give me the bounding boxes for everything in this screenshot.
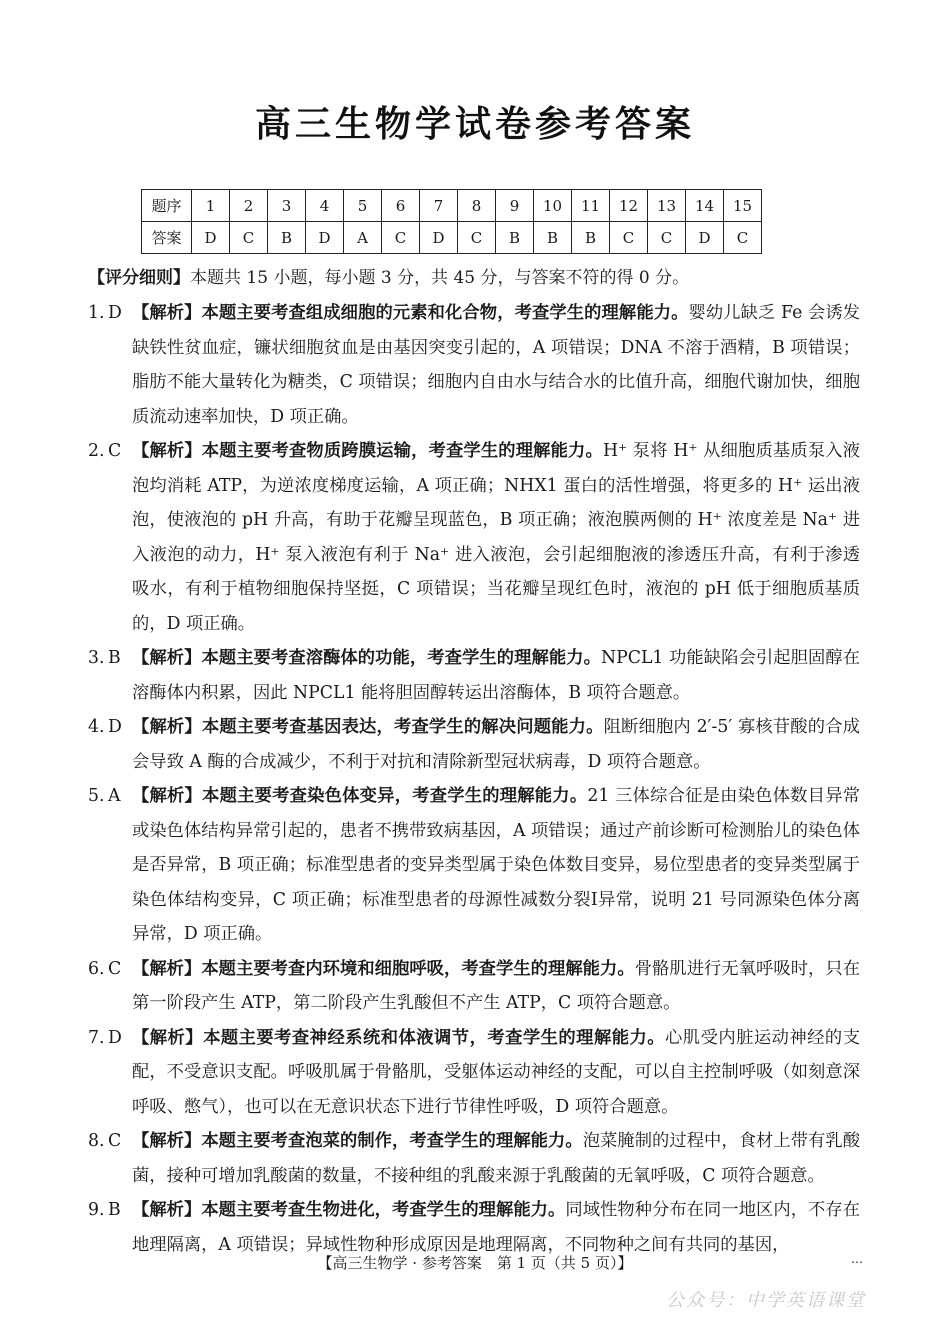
answer-cell: B bbox=[534, 222, 572, 254]
answer-table bbox=[141, 189, 762, 254]
item-analysis-text: 阻断细胞内 2′-5′ 寡核苷酸的合成会导致 A 酶的合成减少，不利于对抗和清除新型冠状病毒，D 项符合题意。 bbox=[132, 717, 860, 772]
answer-cell: C bbox=[724, 222, 762, 254]
question-number-cell: 4 bbox=[306, 190, 344, 222]
item-analysis-text: 骨骼肌进行无氧呼吸时，只在第一阶段产生 ATP，第二阶段产生乳酸但不产生 ATP，C 项符合题意。 bbox=[132, 958, 860, 1013]
scoring-rule-text: 本题共 15 小题，每小题 3 分，共 45 分，与答案不符的得 0 分。 bbox=[190, 268, 690, 288]
question-number-cell: 6 bbox=[382, 190, 420, 222]
answer-cell: D bbox=[686, 222, 724, 254]
answer-cell: B bbox=[268, 222, 306, 254]
answer-cell: C bbox=[648, 222, 686, 254]
question-number-cell: 3 bbox=[268, 190, 306, 222]
question-number-cell: 9 bbox=[496, 190, 534, 222]
item-answer: C bbox=[108, 441, 122, 461]
answer-cell: C bbox=[382, 222, 420, 254]
question-number-cell: 7 bbox=[420, 190, 458, 222]
explanation-item bbox=[88, 296, 860, 434]
answer-cell: D bbox=[192, 222, 230, 254]
question-number-cell: 11 bbox=[572, 190, 610, 222]
answer-cell: A bbox=[344, 222, 382, 254]
watermark: 公众号：中学英语课堂 bbox=[666, 1290, 866, 1311]
item-number: 2. bbox=[88, 441, 105, 461]
item-content bbox=[132, 952, 860, 1021]
explanation-item bbox=[88, 779, 860, 952]
item-analysis-text: 婴幼儿缺乏 Fe 会诱发缺铁性贫血症，镰状细胞贫血是由基因突变引起的，A 项错误；DNA 不溶于酒精，B 项错误；脂肪不能大量转化为糖类，C 项错误；细胞内自由水与结合水的比值升高，细胞代谢加快，细胞质流动速率加快，D 项正确。 bbox=[132, 303, 860, 427]
item-analysis-text: H⁺ 泵将 H⁺ 从细胞质基质泵入液泡均消耗 ATP，为逆浓度梯度运输，A 项正确；NHX1 蛋白的活性增强，将更多的 H⁺ 运出液泡，使液泡的 pH 升高，有助于花瓣呈现蓝色，B 项正确；液泡膜两侧的 H⁺ 浓度差是 Na⁺ 进入液泡的动力，H⁺ 泵入液泡有利于 Na⁺ 进入液泡，会引起细胞液的渗透压升高，有利于渗透吸水，有利于植物细胞保持坚挺，C 项错误；当花瓣呈现红色时，液泡的 pH 低于细胞质基质的，D 项正确。 bbox=[132, 441, 860, 634]
explanation-item bbox=[88, 1124, 860, 1193]
question-number-cell: 13 bbox=[648, 190, 686, 222]
explanation-item bbox=[88, 1021, 860, 1125]
item-content bbox=[132, 1021, 860, 1125]
answer-cell: C bbox=[610, 222, 648, 254]
item-analysis-text: 泡菜腌制的过程中，食材上带有乳酸菌，接种可增加乳酸菌的数量，不接种组的乳酸来源于乳酸菌的无氧呼吸，C 项符合题意。 bbox=[132, 1131, 860, 1186]
scoring-rule-label: 【评分细则】 bbox=[88, 268, 190, 288]
item-analysis-heading: 【解析】本题主要考查物质跨膜运输，考查学生的理解能力。 bbox=[132, 441, 603, 461]
table-row-numbers bbox=[142, 190, 762, 222]
item-analysis-text: 21 三体综合征是由染色体数目异常或染色体结构异常引起的，患者不携带致病基因，A 项错误；通过产前诊断可检测胎儿的染色体是否异常，B 项正确；标准型患者的变异类型属于染色体数目变异，易位型患者的变异类型属于染色体结构变异，C 项正确；标准型患者的母源性减数分裂Ⅰ异常，说明 21 号同源染色体分离异常，D 项正确。 bbox=[132, 786, 860, 944]
item-number: 4. bbox=[88, 717, 105, 737]
row-label-answer: 答案 bbox=[142, 222, 192, 254]
item-content bbox=[132, 434, 860, 641]
item-analysis-heading: 【解析】本题主要考查基因表达，考查学生的解决问题能力。 bbox=[132, 717, 604, 737]
answer-cell: D bbox=[306, 222, 344, 254]
page-footer: 【高三生物学 · 参考答案 第 1 页（共 5 页）】 bbox=[317, 1254, 633, 1272]
item-analysis-heading: 【解析】本题主要考查内环境和细胞呼吸，考查学生的理解能力。 bbox=[132, 958, 635, 979]
item-answer: D bbox=[108, 717, 122, 737]
item-analysis-heading: 【解析】本题主要考查组成细胞的元素和化合物，考查学生的理解能力。 bbox=[132, 303, 689, 323]
question-number-cell: 14 bbox=[686, 190, 724, 222]
item-answer: A bbox=[108, 786, 121, 806]
corner-mark: … bbox=[851, 1252, 863, 1266]
answer-cell: C bbox=[458, 222, 496, 254]
question-number-cell: 8 bbox=[458, 190, 496, 222]
item-content bbox=[132, 710, 860, 779]
item-answer: D bbox=[108, 1027, 122, 1048]
scoring-rule bbox=[88, 266, 689, 290]
item-answer: B bbox=[108, 648, 121, 668]
item-content bbox=[132, 296, 860, 434]
item-number: 6. bbox=[88, 958, 105, 979]
item-number: 1. bbox=[88, 303, 105, 323]
question-number-cell: 1 bbox=[192, 190, 230, 222]
row-label-number: 题序 bbox=[142, 190, 192, 222]
explanation-item bbox=[88, 952, 860, 1021]
explanation-item bbox=[88, 434, 860, 641]
item-answer: B bbox=[108, 1200, 121, 1220]
item-analysis-text: 心肌受内脏运动神经的支配，不受意识支配。呼吸肌属于骨骼肌，受躯体运动神经的支配，可以自主控制呼吸（如刻意深呼吸、憋气），也可以在无意识状态下进行节律性呼吸，D 项符合题意。 bbox=[132, 1027, 860, 1117]
item-number: 5. bbox=[88, 786, 105, 806]
question-number-cell: 2 bbox=[230, 190, 268, 222]
answer-cell: C bbox=[230, 222, 268, 254]
item-number: 3. bbox=[88, 648, 105, 668]
item-analysis-heading: 【解析】本题主要考查神经系统和体液调节，考查学生的理解能力。 bbox=[132, 1027, 666, 1048]
item-number: 8. bbox=[88, 1131, 105, 1151]
explanations bbox=[88, 296, 860, 1262]
item-answer: D bbox=[108, 303, 122, 323]
question-number-cell: 5 bbox=[344, 190, 382, 222]
table-row-answers bbox=[142, 222, 762, 254]
item-number: 7. bbox=[88, 1027, 105, 1048]
item-content bbox=[132, 779, 860, 952]
question-number-cell: 10 bbox=[534, 190, 572, 222]
explanation-item bbox=[88, 641, 860, 710]
item-analysis-text: 同域性物种分布在同一地区内，不存在地理隔离，A 项错误；异域性物种形成原因是地理隔离，不同物种之间有共同的基因， bbox=[132, 1200, 860, 1255]
explanation-item bbox=[88, 710, 860, 779]
item-content bbox=[132, 1124, 860, 1193]
answer-cell: B bbox=[496, 222, 534, 254]
item-analysis-heading: 【解析】本题主要考查泡菜的制作，考查学生的理解能力。 bbox=[132, 1131, 583, 1151]
item-analysis-text: NPCL1 功能缺陷会引起胆固醇在溶酶体内积累，因此 NPCL1 能将胆固醇转运出溶酶体，B 项符合题意。 bbox=[132, 648, 860, 703]
item-number: 9. bbox=[88, 1200, 105, 1220]
answer-cell: D bbox=[420, 222, 458, 254]
item-answer: C bbox=[108, 1131, 122, 1151]
item-analysis-heading: 【解析】本题主要考查生物进化，考查学生的理解能力。 bbox=[132, 1200, 566, 1220]
question-number-cell: 15 bbox=[724, 190, 762, 222]
answer-cell: B bbox=[572, 222, 610, 254]
item-analysis-heading: 【解析】本题主要考查染色体变异，考查学生的理解能力。 bbox=[132, 786, 588, 806]
item-content bbox=[132, 641, 860, 710]
item-answer: C bbox=[108, 958, 122, 979]
question-number-cell: 12 bbox=[610, 190, 648, 222]
item-analysis-heading: 【解析】本题主要考查溶酶体的功能，考查学生的理解能力。 bbox=[132, 648, 601, 668]
page-title: 高三生物学试卷参考答案 bbox=[254, 104, 695, 145]
